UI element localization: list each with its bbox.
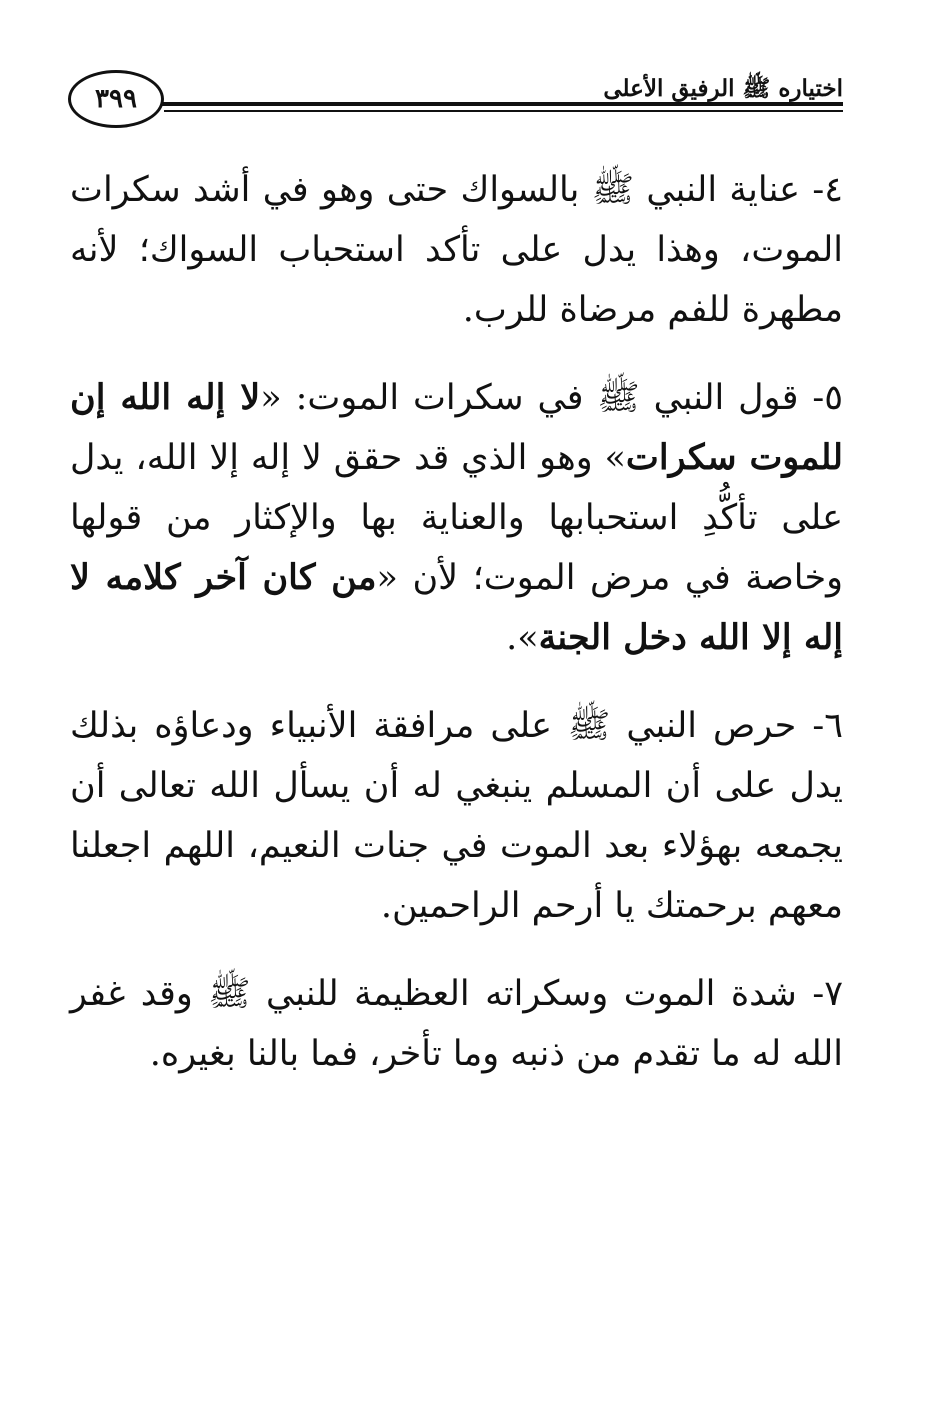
paragraph-5-middle: » وهو الذي قد حقق لا إله إلا الله، يدل على تأكُّدِ استحبابها والعناية بها والإكثار من قولها وخاصة في مرض الموت؛ لأن «: [70, 438, 843, 598]
paragraph-5-intro: ٥- قول النبي ﷺ في سكرات الموت: «: [260, 378, 843, 418]
paragraph-5-end: ».: [506, 618, 539, 658]
page-number: ٣٩٩: [68, 70, 164, 128]
header-rule-thin: [164, 110, 843, 112]
paragraph-6: ٦- حرص النبي ﷺ على مرافقة الأنبياء ودعاؤه بذلك يدل على أن المسلم ينبغي له أن يسأل الله تعالى أن يجمعه بهؤلاء بعد الموت في جنات النعيم، اللهم اجعلنا معهم برحمتك يا أرحم الراحمين.: [70, 706, 843, 926]
hadith-quote-sakarat: لا إله الله إن للموت سكرات: [70, 377, 843, 478]
running-title: اختياره ﷺ الرفيق الأعلى: [603, 75, 843, 102]
paragraph-4: ٤- عناية النبي ﷺ بالسواك حتى وهو في أشد سكرات الموت، وهذا يدل على تأكد استحباب السواك؛ لأنه مطهرة للفم مرضاة للرب.: [70, 170, 843, 330]
page-header: [68, 70, 843, 132]
paragraph-5: [70, 368, 843, 668]
paragraph-7: ٧- شدة الموت وسكراته العظيمة للنبي ﷺ وقد غفر الله له ما تقدم من ذنبه وما تأخر، فما بالنا بغيره.: [70, 974, 843, 1074]
page-body: [70, 160, 843, 1112]
hadith-quote-last-words: من كان آخر كلامه لا إله إلا الله دخل الجنة: [70, 557, 843, 658]
